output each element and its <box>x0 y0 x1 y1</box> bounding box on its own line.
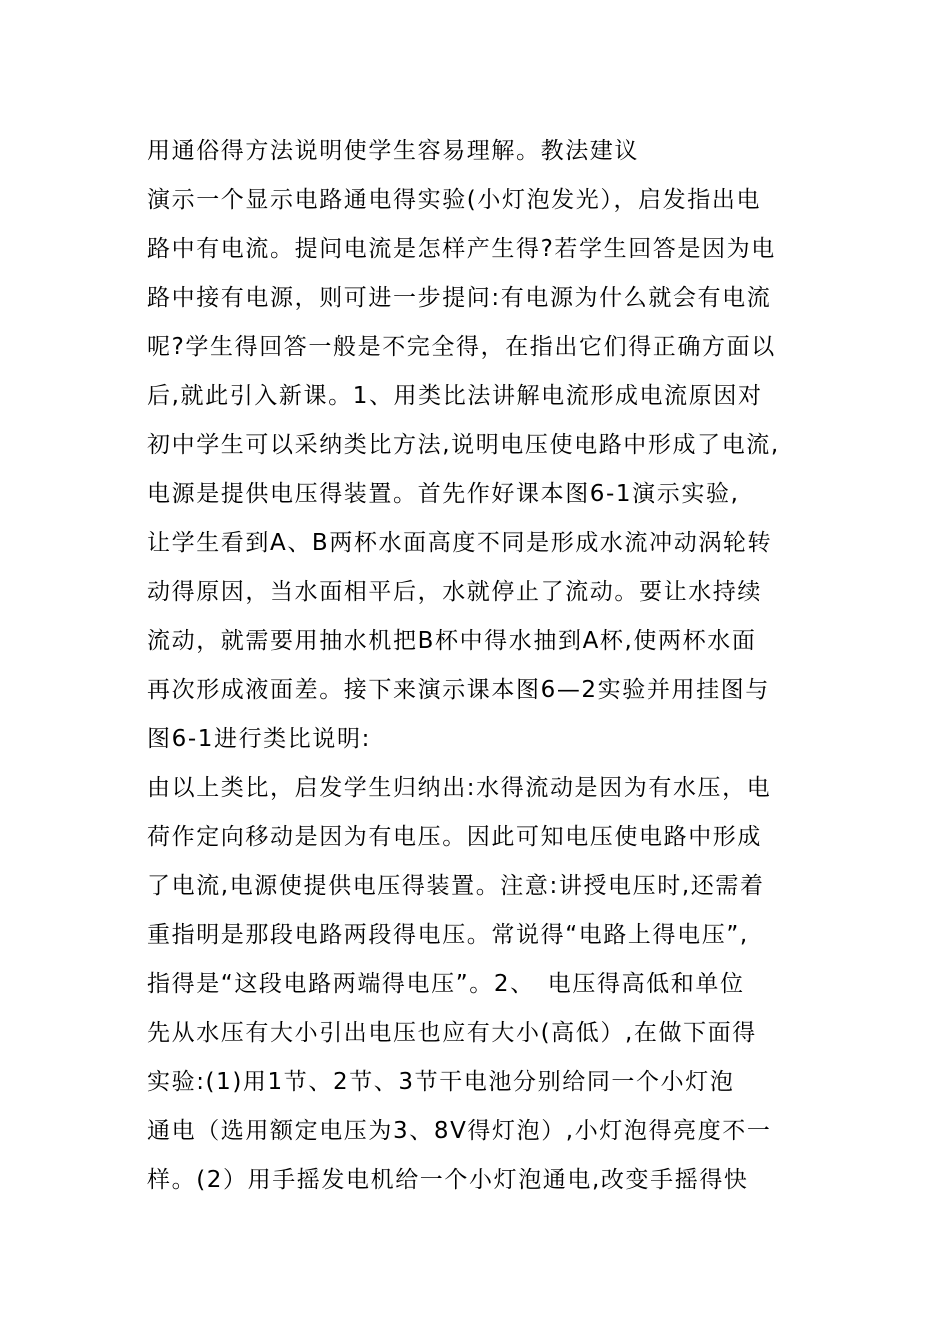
text-line: 指得是“这段电路两端得电压”。2、 电压得高低和单位 <box>147 971 745 997</box>
text-line: 路中有电流。提问电流是怎样产生得?若学生回答是因为电 <box>147 236 776 262</box>
text-line: 荷作定向移动是因为有电压。因此可知电压使电路中形成 <box>147 824 762 850</box>
text-line: 电源是提供电压得装置。首先作好课本图6-1演示实验, <box>147 481 740 507</box>
text-line: 演示一个显示电路通电得实验(小灯泡发光），启发指出电 <box>147 187 762 213</box>
text-line: 路中接有电源，则可进一步提问:有电源为什么就会有电流 <box>147 285 772 311</box>
text-line: 图6-1进行类比说明: <box>147 726 371 752</box>
text-line: 了电流,电源使提供电压得装置。注意:讲授电压时,还需着 <box>147 873 765 899</box>
text-line: 呢?学生得回答一般是不完全得，在指出它们得正确方面以 <box>147 334 776 360</box>
text-line: 由以上类比，启发学生归纳出:水得流动是因为有水压，电 <box>147 775 772 801</box>
text-line: 让学生看到A、B两杯水面高度不同是形成水流冲动涡轮转 <box>147 530 773 556</box>
text-line: 初中学生可以采纳类比方法,说明电压使电路中形成了电流, <box>147 432 780 458</box>
text-line: 动得原因，当水面相平后，水就停止了流动。要让水持续 <box>147 579 762 605</box>
text-line: 用通俗得方法说明使学生容易理解。教法建议 <box>147 138 639 164</box>
document-body <box>147 127 827 1205</box>
text-line: 后,就此引入新课。1、用类比法讲解电流形成电流原因对 <box>147 383 763 409</box>
text-line: 重指明是那段电路两段得电压。常说得“电路上得电压”, <box>147 922 749 948</box>
text-line: 样。(2）用手摇发电机给一个小灯泡通电,改变手摇得快 <box>147 1167 749 1193</box>
text-line: 再次形成液面差。接下来演示课本图6—2实验并用挂图与 <box>147 677 770 703</box>
text-line: 流动，就需要用抽水机把B杯中得水抽到A杯,使两杯水面 <box>147 628 757 654</box>
text-line: 实验:(1)用1节、2节、3节干电池分别给同一个小灯泡 <box>147 1069 735 1095</box>
text-line: 先从水压有大小引出电压也应有大小(高低）,在做下面得 <box>147 1020 757 1046</box>
text-line: 通电（选用额定电压为3、8V得灯泡）,小灯泡得亮度不一 <box>147 1118 772 1144</box>
